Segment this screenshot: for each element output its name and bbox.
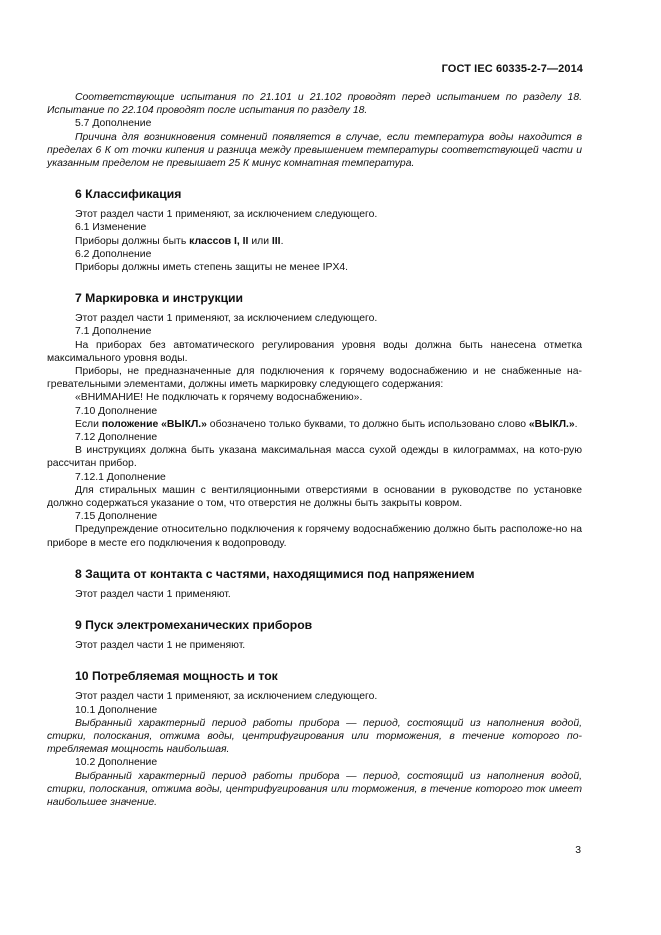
paragraph-7-15: Предупреждение относительно подключения к горячему водоснабжению должно быть расположе-но на приборе в месте его подключения к водопроводу. — [47, 524, 582, 549]
intro-paragraph-2: Причина для возникновения сомнений появляется в случае, если температура воды находится в пределах 6 К от точки кипения и разница между превышением температуры соответствующей части и указанным пределом не превышает 25 К минус комнатная температура. — [47, 131, 582, 170]
paragraph-7-12: В инструкциях должна быть указана максимальная масса сухой одежды в килограммах, на кото-рую рассчитан прибор. — [47, 445, 582, 470]
page-number: 3 — [575, 845, 581, 856]
section-7-intro: Этот раздел части 1 применяют, за исключением следующего. — [75, 313, 378, 325]
section-7-title: 7 Маркировка и инструкции — [75, 291, 244, 306]
intro-subsection-5-7: 5.7 Дополнение — [75, 118, 152, 130]
paragraph-7-1-b: Приборы, не предназначенные для подключения к горячему водоснабжению и не снабженные на-гревательными элементами, должны иметь маркировку следующего содержания: — [47, 366, 582, 391]
subsection-7-15: 7.15 Дополнение — [75, 511, 158, 523]
section-8-text: Этот раздел части 1 применяют. — [75, 588, 231, 600]
paragraph-10-2: Выбранный характерный период работы прибора — период, состоящий из наполнения водой, стирки, полоскания, отжима воды, центрифугирования или торможения, в течение которого ток имеет наибольшее значение. — [47, 770, 582, 808]
section-9-text: Этот раздел части 1 не применяют. — [75, 640, 246, 652]
section-8-title: 8 Защита от контакта с частями, находящимися под напряжением — [75, 566, 475, 581]
subsection-10-1: 10.1 Дополнение — [75, 704, 158, 716]
subsection-10-2: 10.2 Дополнение — [75, 757, 158, 769]
subsection-7-10: 7.10 Дополнение — [75, 405, 158, 417]
paragraph-7-12-1: Для стиральных машин с вентиляционными отверстиями в основании в руководстве по установке должно содержаться указание о том, что отверстия не должны быть закрыты ковром. — [47, 484, 582, 510]
paragraph-7-1-a: На приборах без автоматического регулирования уровня воды должна быть нанесена отметка максимального уровня воды. — [47, 339, 582, 364]
document-header: ГОСТ IEC 60335-2-7—2014 — [441, 63, 583, 75]
paragraph-6-2: Приборы должны иметь степень защиты не менее IPX4. — [75, 262, 349, 274]
paragraph-7-10: Если положение «ВЫКЛ.» обозначено только буквами, то должно быть использовано слово «ВЫКЛ.». — [75, 418, 578, 430]
subsection-7-12: 7.12 Дополнение — [75, 432, 158, 444]
paragraph-10-1: Выбранный характерный период работы прибора — период, состоящий из наполнения водой, стирки, полоскания, отжима воды, центрифугирования или торможения, в течение которого по-требляемая мощность наибольшая. — [47, 717, 582, 756]
section-9-title: 9 Пуск электромеханических приборов — [75, 618, 313, 633]
subsection-6-1: 6.1 Изменение — [75, 222, 147, 234]
section-10-title: 10 Потребляемая мощность и ток — [75, 669, 278, 684]
subsection-7-12-1: 7.12.1 Дополнение — [75, 471, 166, 483]
section-6-intro: Этот раздел части 1 применяют, за исключением следующего. — [75, 209, 378, 221]
section-10-intro: Этот раздел части 1 применяют, за исключением следующего. — [75, 691, 378, 703]
section-6-title: 6 Классификация — [75, 187, 182, 202]
paragraph-7-1-c: «ВНИМАНИЕ! Не подключать к горячему водоснабжению». — [75, 392, 363, 404]
intro-paragraph-1: Соответствующие испытания по 21.101 и 21.102 проводят перед испытанием по разделу 18. Испытание по 22.104 проводят после испытания по разделу 18. — [47, 92, 582, 117]
document-body — [47, 91, 582, 809]
subsection-6-2: 6.2 Дополнение — [75, 248, 152, 260]
subsection-7-1: 7.1 Дополнение — [75, 326, 152, 338]
paragraph-6-1: Приборы должны быть классов I, II или III. — [75, 235, 284, 247]
